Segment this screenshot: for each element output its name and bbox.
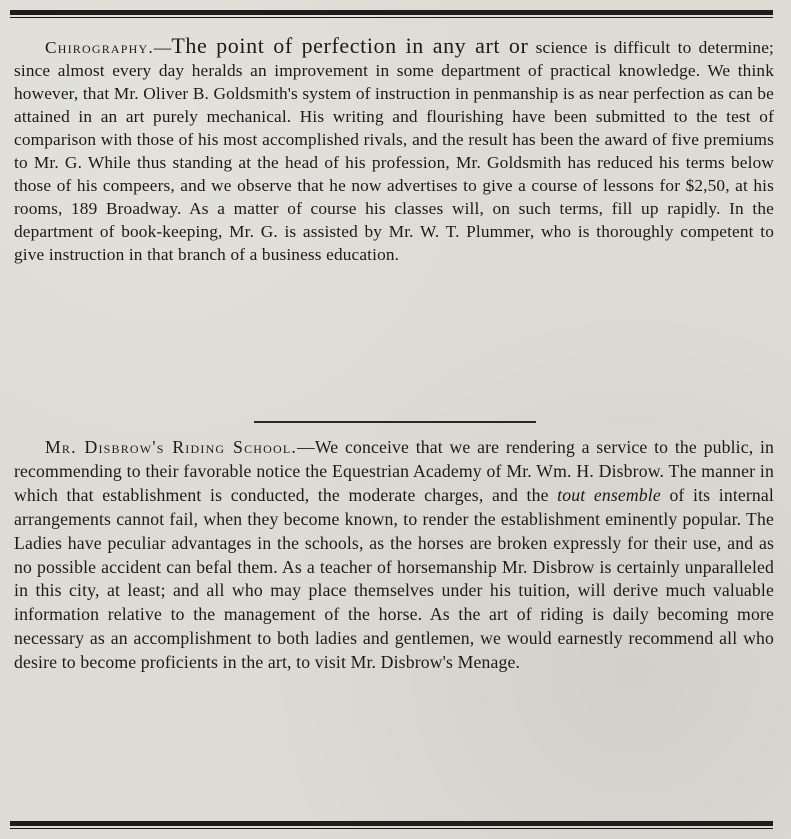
tout-ensemble-phrase: tout ensemble <box>557 484 661 505</box>
riding-school-heading: Mr. Disbrow's Riding School. <box>45 437 298 457</box>
chirography-body-text: science is difficult to determine; since almost every day heralds an improvement in some department of practical knowledge. We think however, that Mr. Oliver B. Goldsmith's system of instruction in penmanship is as near perfection as can be attained in an art purely mechanical. His writing and flourishing have been submitted to the test of comparison with those of his most accomplished rivals, and the result has been the award of five premiums to Mr. G. While thus standing at the head of his profession, Mr. Goldsmith has reduced his terms below those of his compeers, and we observe that he now advertises to give a course of lessons for $2,50, at his rooms, 189 Broadway. As a matter of course his classes will, on such terms, fill up rapidly. In the department of book-keeping, Mr. G. is assisted by Mr. W. T. Plummer, who is thoroughly competent to give instruction in that branch of a business education. <box>14 38 774 264</box>
chirography-lead-text: The point of perfection in any art or <box>171 33 529 58</box>
chirography-article <box>14 34 774 266</box>
riding-school-body-part-1: We conceive that we are rendering a service to the public, in recommending to their favorable notice the Equestrian Academy of Mr. Wm. H. Disbrow. The manner in which that establishment is conducted, the moderate charges, and the <box>14 437 775 505</box>
bottom-double-rule <box>10 821 773 831</box>
top-double-rule <box>10 10 773 20</box>
chirography-heading: Chirography. <box>45 38 154 57</box>
riding-school-article <box>14 436 774 675</box>
chirography-dash: — <box>153 38 172 57</box>
riding-school-dash: — <box>297 437 315 457</box>
article-separator <box>254 421 536 423</box>
riding-school-body-part-2: of its internal arrangements cannot fail, when they become known, to render the establishment eminently popular. The Ladies have peculiar advantages in the schools, as the horses are broken expressly for their use, and as no possible accident can befal them. As a teacher of horsemanship Mr. Disbrow is certainly unparalleled in this city, at least; and all who may place themselves under his tuition, will derive much valuable information relative to the management of the horse. As the art of riding is daily becoming more necessary as an accomplishment to both ladies and gentlemen, we would earnestly recommend all who desire to become proficients in the art, to visit Mr. Disbrow's Menage. <box>14 484 774 673</box>
